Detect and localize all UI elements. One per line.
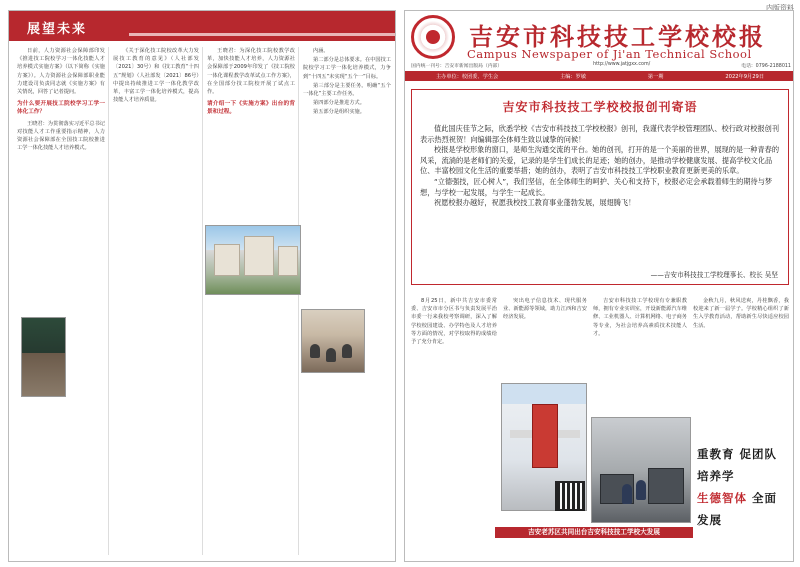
slogan-line-1: 重教育 促团队 培养学 bbox=[697, 447, 778, 483]
column-divider bbox=[108, 47, 109, 555]
page-mark: 内版资料 bbox=[766, 4, 794, 12]
classroom-photo bbox=[301, 309, 365, 373]
paragraph: 内涵。 bbox=[313, 48, 329, 54]
issue-sponsor: 主办单位：校团委、学生会 bbox=[435, 73, 499, 80]
masthead-title: 吉安市科技技工学校校报 bbox=[469, 22, 766, 51]
article-column-3 bbox=[207, 47, 295, 555]
right-page bbox=[404, 10, 794, 562]
section-header bbox=[9, 11, 396, 41]
founding-message-title: 吉安市科技技工学校校报创刊寄语 bbox=[502, 100, 698, 114]
paragraph: “立德强技，匠心树人”，我们坚信，在全体师生的呵护、关心和支持下，校报必定会承载着师生的期待与梦想，与学校一起发展，与学生一起成长。 bbox=[420, 176, 773, 197]
issue-bar bbox=[405, 71, 794, 81]
paragraph: 第五部分是组织实施。 bbox=[313, 109, 365, 116]
paragraph: 校报是学校形象的窗口，是师生沟通交流的平台。她的创刊，打开的是一个美丽的世界，展现的是一种青春的风采，流淌的是老师们的关爱，记录的是学生们成长的足迹；她的创办，是推动学校健康发展、提高学校文化品位、丰富校园文化生活的重要举措；她的创办，表明了吉安市科技技工学校职业教育更新更美的乐章。 bbox=[420, 145, 780, 176]
paragraph: 王晓君：为深化技工院校教学改革，加快技能人才培养，人力资源社会保障部于2009年印发了《技工院校一体化课程教学改革试点工作方案》，在全国部分技工院校开展了试点工作。 bbox=[207, 48, 295, 96]
issue-number: 第一期 bbox=[647, 73, 664, 80]
issue-date: 2022年9月29日 bbox=[725, 73, 765, 80]
founding-message-signature: ——吉安市科技技工学校理事长、校长 吴坚 bbox=[650, 271, 778, 279]
paragraph: 日前，人力资源社会保障部印发《推进技工院校学习一体化技能人才培养模式实施方案》（以下简称《实施方案》）。人力资源社会保障部职业能力建设司负责同志就《实施方案》有关情况，回答了记者提问。 bbox=[17, 48, 105, 96]
paragraph: 《关于深化技工院校改革大力发展技工教育的意见》（人社部发〔2021〕30号）和《技工教育“十四五”规划》（人社部发〔2021〕86号）中提出持续推进工学一体化教学改革，丰富工学一体化培养模式，提高技能人才培养质量。 bbox=[113, 48, 199, 104]
blackboard-photo bbox=[21, 317, 66, 397]
founding-message-box bbox=[411, 89, 789, 285]
question-heading: 为什么要开展技工院校学习工学一体化工作？ bbox=[17, 101, 105, 116]
article-column-4 bbox=[303, 47, 391, 555]
column-divider bbox=[202, 47, 203, 555]
paragraph: 金秋九月，秋风送爽，丹桂飘香，我校迎来了新一届学子。学校精心组织了新生入学教育活动，帮助新生尽快适应校园生活。 bbox=[693, 298, 789, 329]
paragraph: 王晓君：为贯彻落实习近平总书记对技能人才工作重要指示精神，人力资源社会保障部在全国技工院校推进工学一体化技能人才培养模式。 bbox=[17, 120, 105, 152]
left-page bbox=[8, 10, 396, 562]
news-column-1 bbox=[411, 297, 497, 559]
question-heading: 请介绍一下《实施方案》出台的背景和过程。 bbox=[207, 101, 295, 116]
founding-message-body bbox=[420, 124, 780, 209]
masthead-english-title: Campus Newspaper of Ji'an Technical School bbox=[467, 47, 752, 61]
news-column-4 bbox=[693, 297, 789, 433]
registration-info: 国内统一刊号：吉安市新闻出版局（内部） bbox=[411, 64, 503, 69]
paragraph: 第四部分是推进方式。 bbox=[313, 100, 365, 107]
article-column-2 bbox=[113, 47, 199, 555]
paragraph: 吉安市科技技工学校现有专兼职教师，拥有专业实训室，开设新能源汽车维修、工业机器人、计算机网络、电子商务等专业，为社会培养高素质技术技能人才。 bbox=[593, 298, 687, 337]
slogan-line-2 bbox=[697, 487, 789, 531]
paragraph: 8月25日，新中共吉安市委常委、吉安市市分区书与负责发展平治市委一行来我校考察调研，深入了解学校校园建设、办学特色及人才培养等方面的情况，对学校取得的成绩给予了充分肯定。 bbox=[411, 298, 497, 346]
qr-code[interactable] bbox=[555, 481, 585, 511]
paragraph: 值此国庆佳节之际，欣悉学校《吉安市科技技工学校校报》创刊，我谨代表学校管理团队、校行政对校报创刊表示热烈祝贺！向编辑部全体师生致以诚挚的问候！ bbox=[420, 124, 780, 144]
paragraph: 祝愿校报办越好，祝愿我校技工教育事业蓬勃发展，展翅腾飞！ bbox=[434, 198, 636, 208]
column-divider bbox=[298, 47, 299, 555]
masthead bbox=[405, 11, 794, 73]
issue-editor: 主编：罗敏 bbox=[560, 73, 587, 80]
workshop-photo bbox=[591, 417, 691, 523]
article-column-1 bbox=[17, 47, 105, 555]
paragraph: 突出电子信息技术、现代服务业、新能源等领域，助力江西和吉安经济发展。 bbox=[503, 298, 587, 321]
section-stripe bbox=[129, 33, 396, 36]
phone-info: 电话：0796-2188011 bbox=[741, 64, 791, 69]
slogan-block bbox=[697, 443, 789, 539]
paragraph: 第二部分是总体要求。在中国技工院校学习工学一体化培养模式，力争到“十四五”末实现“五个一”目标。 bbox=[303, 57, 391, 80]
website-link[interactable]: http://www.jatjgxx.com/ bbox=[593, 62, 651, 67]
slogan-rest: 全面发展 bbox=[697, 491, 778, 527]
photo-caption-banner: 吉安老苏区共同出台吉安科技技工学校大发展 bbox=[495, 527, 693, 538]
section-label: 展望未来 bbox=[27, 22, 88, 37]
masthead-info bbox=[411, 62, 791, 69]
paragraph: 第三部分是主要任务。明确“五个一体化”主要工作任务。 bbox=[303, 82, 391, 98]
news-column-2 bbox=[503, 297, 587, 377]
slogan-highlight: 生德智体 bbox=[697, 491, 747, 505]
campus-photo bbox=[205, 225, 301, 295]
school-logo bbox=[411, 15, 455, 59]
